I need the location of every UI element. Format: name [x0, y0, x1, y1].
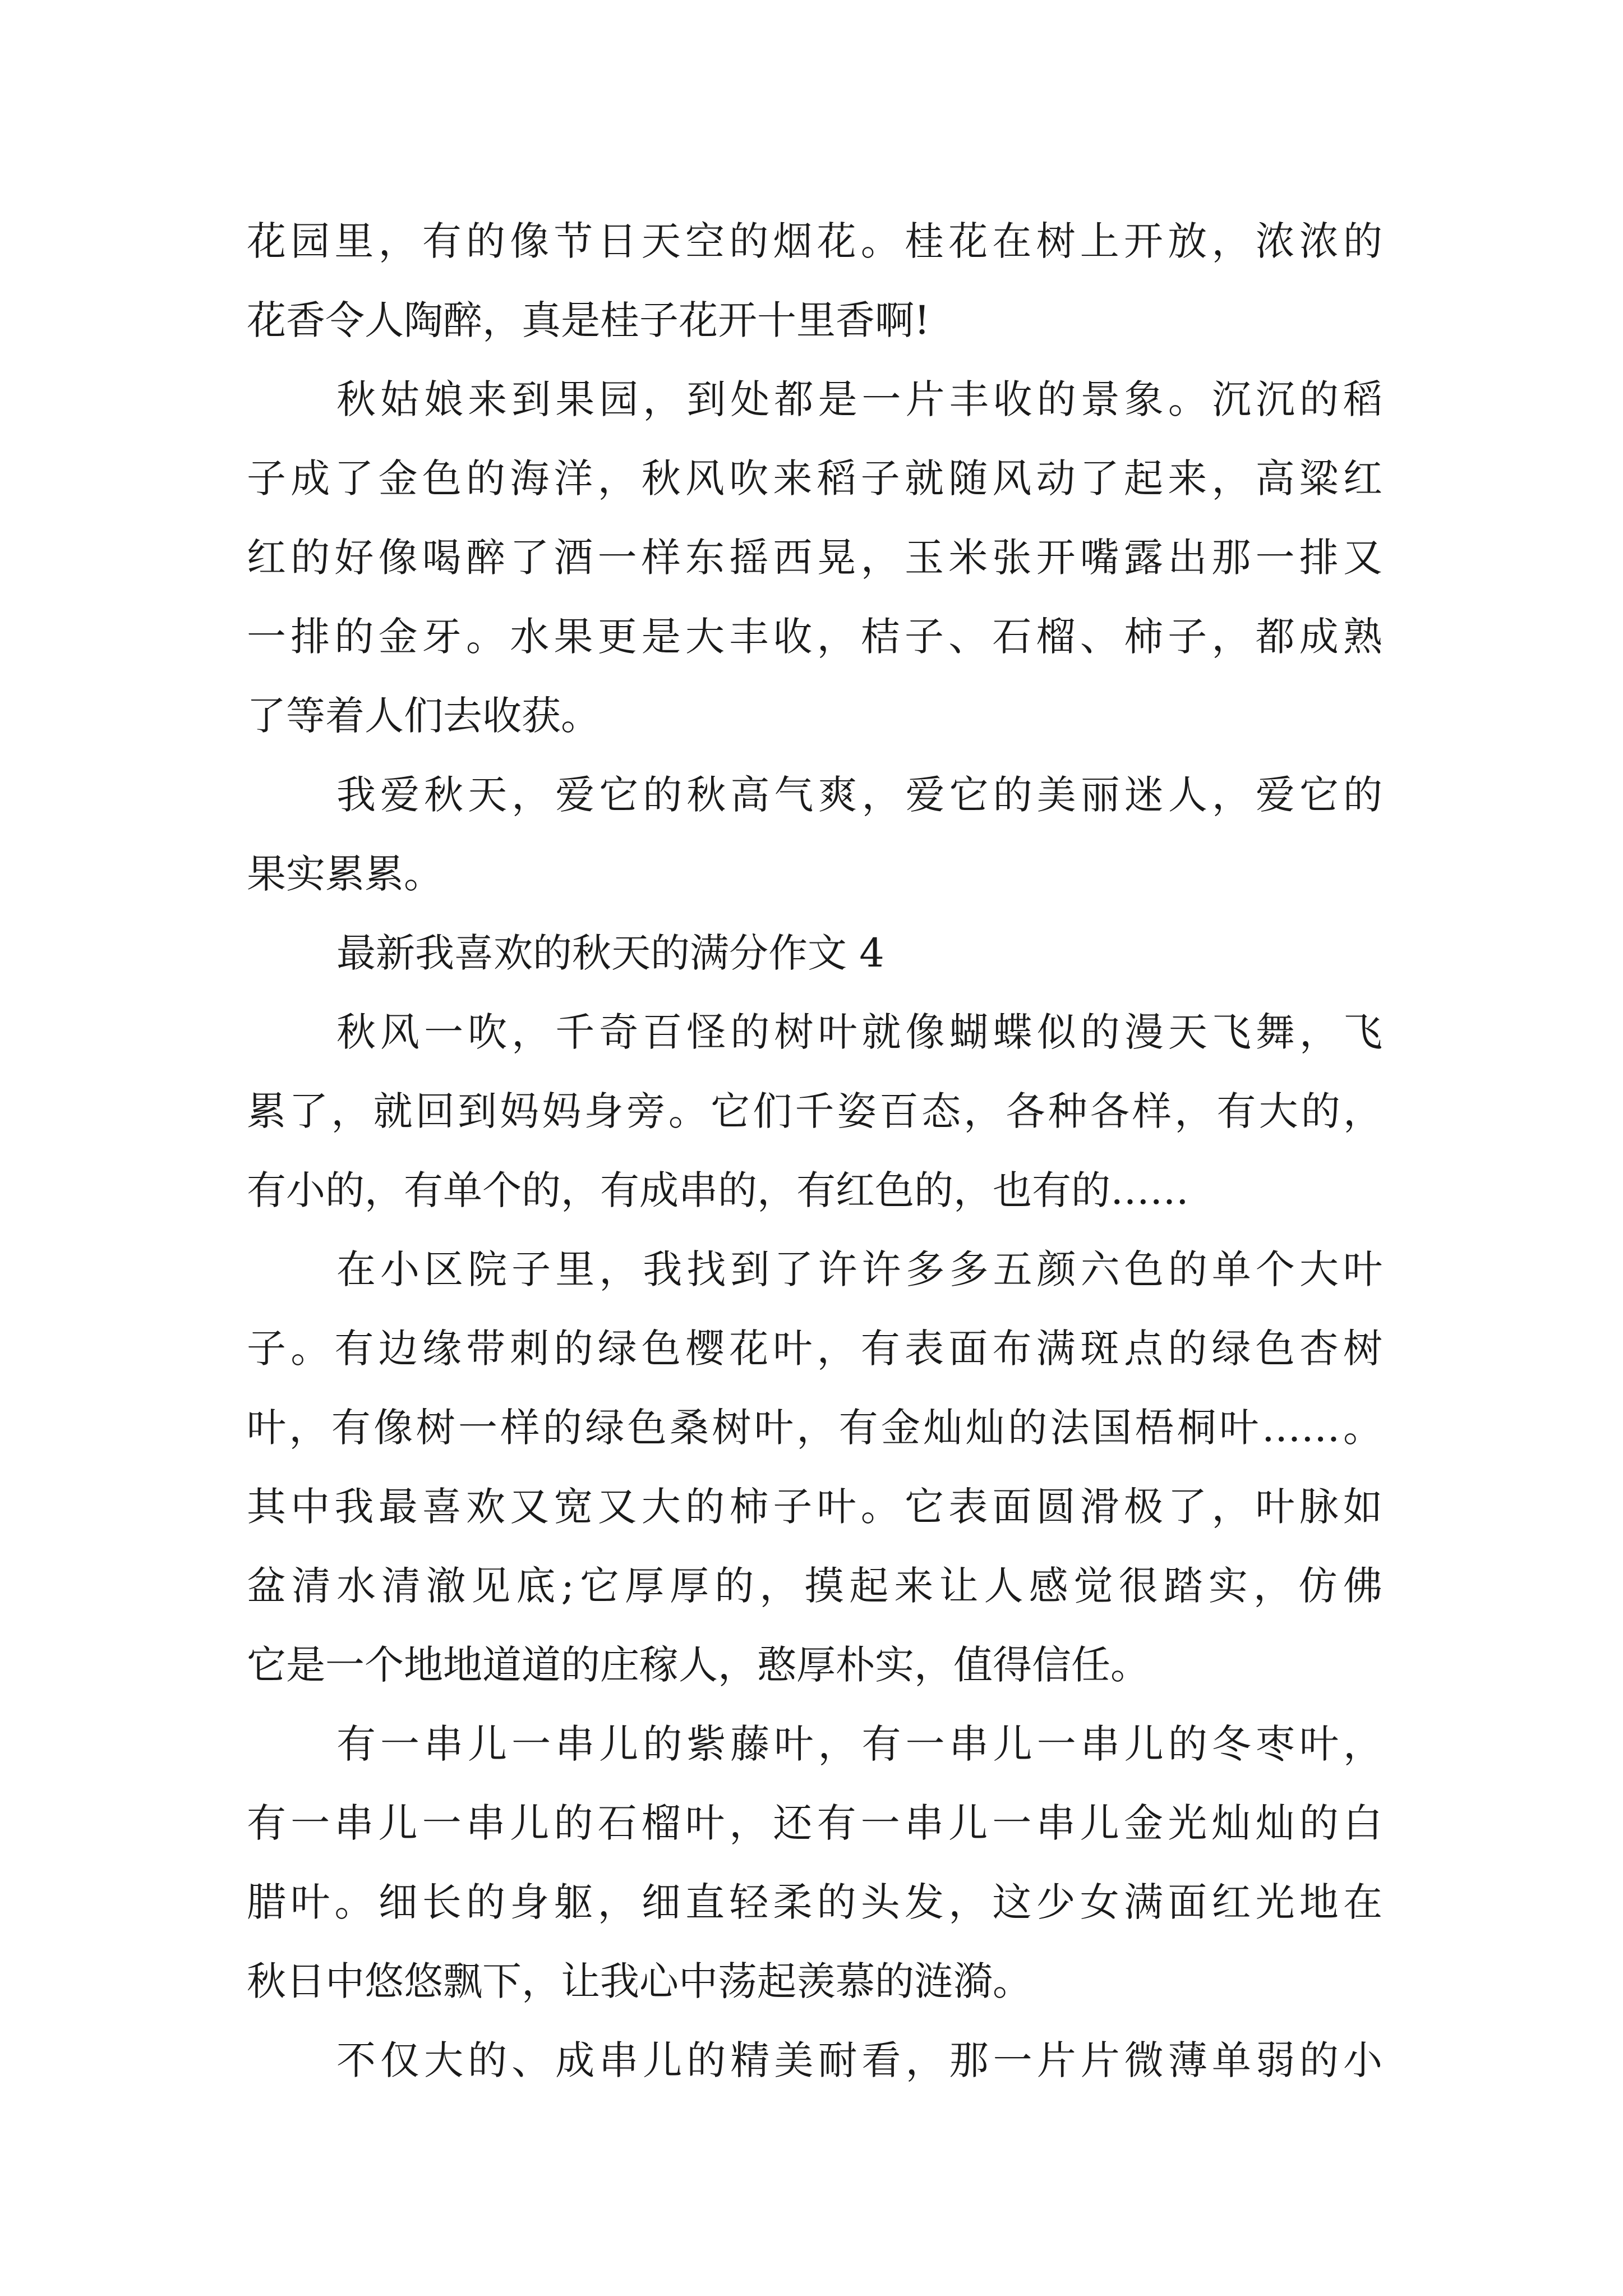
text-line: 不仅大的、成串儿的精美耐看，那一片片微薄单弱的小: [336, 2037, 1382, 2083]
text-line: 秋日中悠悠飘下，让我心中荡起羡慕的涟漪。: [247, 1958, 1032, 2004]
text-line: 有一串儿一串儿的石榴叶，还有一串儿一串儿金光灿灿的白: [247, 1800, 1382, 1846]
text-line: 盆清水清澈见底;它厚厚的，摸起来让人感觉很踏实，仿佛: [247, 1563, 1382, 1609]
text-line: 子成了金色的海洋，秋风吹来稻子就随风动了起来，高粱红: [247, 455, 1382, 501]
text-line: 红的好像喝醉了酒一样东摇西晃，玉米张开嘴露出那一排又: [247, 535, 1382, 581]
text-line: 有一串儿一串儿的紫藤叶，有一串儿一串儿的冬枣叶，: [336, 1721, 1382, 1767]
text-line: 我爱秋天，爱它的秋高气爽，爱它的美丽迷人，爱它的: [336, 772, 1382, 818]
text-line: 累了，就回到妈妈身旁。它们千姿百态，各种各样，有大的，: [247, 1088, 1382, 1134]
text-line: 秋风一吹，千奇百怪的树叶就像蝴蝶似的漫天飞舞，飞: [336, 1009, 1382, 1055]
text-line: 其中我最喜欢又宽又大的柿子叶。它表面圆滑极了，叶脉如: [247, 1484, 1382, 1530]
text-line: 它是一个地地道道的庄稼人，憨厚朴实，值得信任。: [247, 1642, 1150, 1688]
text-line: 了等着人们去收获。: [247, 693, 600, 739]
text-line: 花园里，有的像节日天空的烟花。桂花在树上开放，浓浓的: [247, 218, 1382, 264]
text-line: 一排的金牙。水果更是大丰收，桔子、石榴、柿子，都成熟: [247, 614, 1382, 660]
text-line: 在小区院子里，我找到了许许多多五颜六色的单个大叶: [336, 1246, 1382, 1292]
text-line: 子。有边缘带刺的绿色樱花叶，有表面布满斑点的绿色杏树: [247, 1326, 1382, 1372]
text-line: 果实累累。: [247, 851, 443, 897]
text-line: 有小的，有单个的，有成串的，有红色的，也有的……: [247, 1167, 1189, 1213]
text-line: 腊叶。细长的身躯，细直轻柔的头发，这少女满面红光地在: [247, 1879, 1382, 1925]
text-line: 花香令人陶醉，真是桂子花开十里香啊!: [247, 297, 930, 343]
text-line: 秋姑娘来到果园，到处都是一片丰收的景象。沉沉的稻: [336, 376, 1382, 422]
section-title: 最新我喜欢的秋天的满分作文 4: [336, 930, 884, 976]
text-line: 叶，有像树一样的绿色桑树叶，有金灿灿的法国梧桐叶……。: [247, 1405, 1382, 1451]
